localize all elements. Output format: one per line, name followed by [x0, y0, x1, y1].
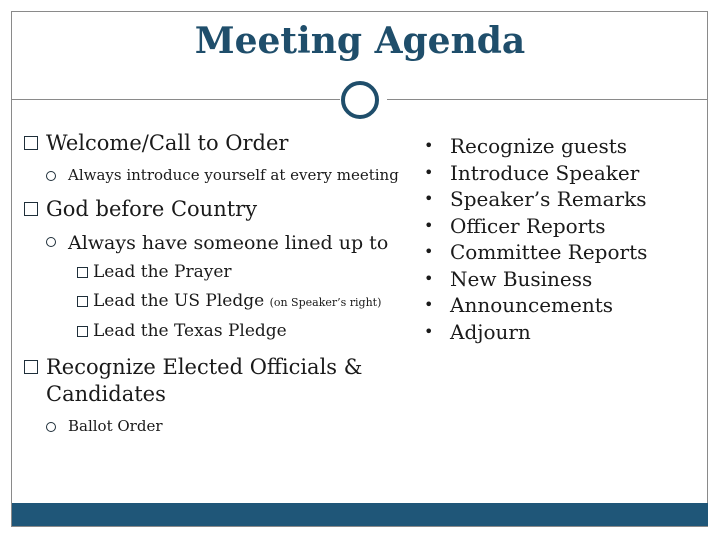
- list-item: [424, 160, 714, 187]
- list-item-label: New Business: [450, 266, 593, 291]
- square-bullet-icon: [77, 267, 88, 278]
- circle-bullet-icon: [46, 237, 56, 247]
- square-bullet-icon: [24, 202, 38, 216]
- sub-sub-list-item-label: Lead the Prayer: [93, 262, 232, 282]
- footer-bar: [12, 503, 708, 526]
- list-item: [424, 186, 714, 213]
- square-bullet-icon: [24, 136, 38, 150]
- bullet-dot-icon: •: [424, 162, 434, 182]
- list-item-label: God before Country: [46, 197, 258, 221]
- list-item-label: Introduce Speaker: [450, 160, 640, 185]
- right-agenda-list: [424, 133, 714, 345]
- sub-list-item: [24, 231, 404, 256]
- list-item: [424, 239, 714, 266]
- title-divider-right: [387, 99, 707, 100]
- list-item: [24, 130, 404, 157]
- list-item-label: Welcome/Call to Order: [46, 131, 289, 155]
- sub-sub-list-item: [0, 317, 404, 346]
- sub-sub-list-item-label: Lead the US Pledge: [93, 291, 265, 311]
- sub-list-item-label: Always have someone lined up to: [68, 232, 389, 254]
- list-item-label: Speaker’s Remarks: [450, 187, 647, 211]
- pledge-note: (on Speaker’s right): [269, 296, 382, 309]
- circle-bullet-icon: [46, 422, 56, 432]
- list-item-label: Recognize guests: [450, 134, 628, 158]
- list-item: [424, 292, 714, 319]
- square-bullet-icon: [24, 360, 38, 374]
- bullet-dot-icon: •: [424, 295, 434, 314]
- list-item-label: Recognize Elected Officials & Candidates: [46, 355, 363, 406]
- sub-list-item: [24, 165, 404, 186]
- bullet-dot-icon: •: [424, 242, 434, 261]
- sub-list-item-label: Always introduce yourself at every meeting: [68, 166, 399, 184]
- list-item: [424, 319, 714, 346]
- sub-sub-list-item: [0, 258, 404, 287]
- bullet-dot-icon: •: [424, 136, 434, 155]
- title-divider-left: [12, 99, 340, 100]
- list-item-label: Adjourn: [450, 319, 531, 344]
- bullet-dot-icon: •: [424, 321, 434, 341]
- list-item: [424, 266, 714, 293]
- square-bullet-icon: [77, 326, 88, 337]
- bullet-dot-icon: •: [424, 189, 434, 208]
- sub-list-item-label: Ballot Order: [68, 417, 163, 435]
- list-item: [424, 133, 714, 160]
- bullet-dot-icon: •: [424, 215, 434, 235]
- slide-title: Meeting Agenda: [194, 20, 526, 62]
- list-item: [424, 213, 714, 240]
- list-item: [24, 354, 386, 408]
- list-item-label: Announcements: [450, 293, 614, 317]
- list-item-label: Committee Reports: [450, 240, 648, 264]
- sub-list-item: [24, 416, 404, 437]
- square-bullet-icon: [77, 296, 88, 307]
- list-item-label: Officer Reports: [450, 213, 606, 238]
- divider-circle-ornament: [341, 81, 379, 119]
- left-agenda-list: [24, 130, 404, 447]
- circle-bullet-icon: [46, 171, 56, 181]
- list-item: [24, 196, 404, 223]
- bullet-dot-icon: •: [424, 268, 434, 288]
- sub-sub-list-item: [0, 287, 404, 317]
- sub-sub-list-item-label: Lead the Texas Pledge: [93, 321, 287, 341]
